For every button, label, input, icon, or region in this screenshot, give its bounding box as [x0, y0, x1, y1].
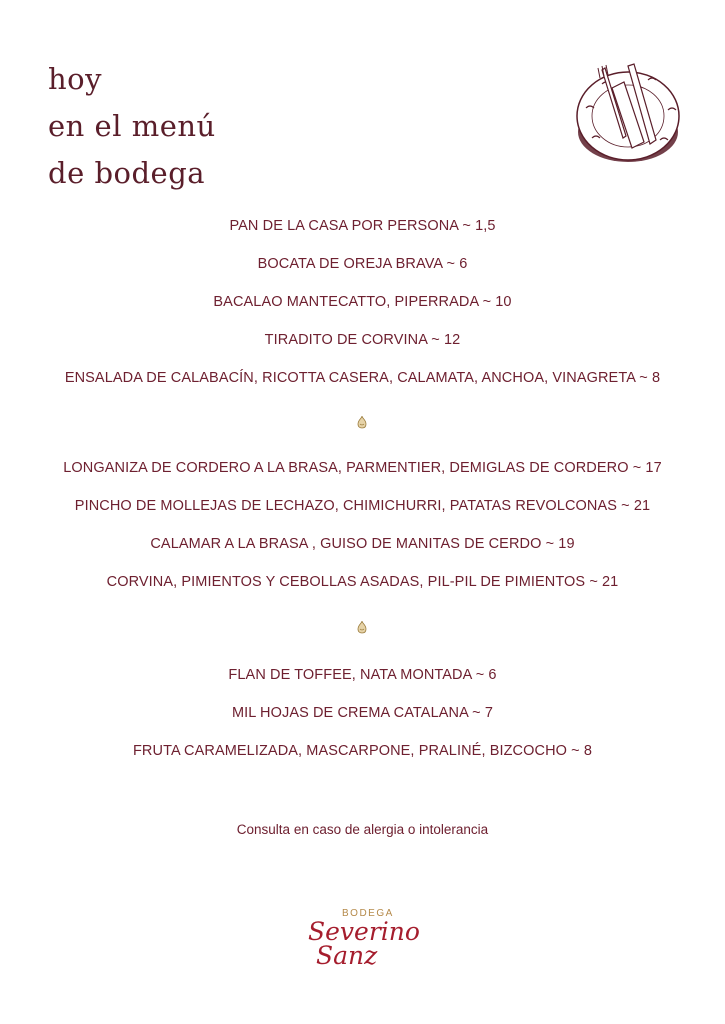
menu-item: LONGANIZA DE CORDERO A LA BRASA, PARMENTIER, DEMIGLAS DE CORDERO ~ 17	[63, 460, 662, 476]
plate-cutlery-icon	[572, 58, 684, 170]
menu-item: BOCATA DE OREJA BRAVA ~ 6	[257, 256, 468, 272]
onion-divider-icon	[356, 415, 368, 429]
onion-divider-icon	[356, 620, 368, 634]
allergy-note: Consulta en caso de alergia o intolerancia	[236, 822, 489, 837]
menu-item: FRUTA CARAMELIZADA, MASCARPONE, PRALINÉ, BIZCOCHO ~ 8	[132, 743, 593, 759]
mains-list	[0, 449, 725, 601]
starters-list	[0, 207, 725, 397]
logo-line-2: Sanz	[316, 941, 378, 970]
menu-item: PINCHO DE MOLLEJAS DE LECHAZO, CHIMICHURRI, PATATAS REVOLCONAS ~ 21	[74, 498, 651, 514]
menu-item: BACALAO MANTECATTO, PIPERRADA ~ 10	[213, 294, 512, 310]
title-line-1: hoy	[48, 62, 103, 96]
desserts-list	[0, 656, 725, 770]
menu-item: TIRADITO DE CORVINA ~ 12	[264, 332, 461, 348]
menu-item: CORVINA, PIMIENTOS Y CEBOLLAS ASADAS, PIL-PIL DE PIMIENTOS ~ 21	[106, 574, 619, 590]
page-title	[48, 56, 216, 197]
menu-item: MIL HOJAS DE CREMA CATALANA ~ 7	[231, 705, 494, 721]
menu-item: ENSALADA DE CALABACÍN, RICOTTA CASERA, CALAMATA, ANCHOA, VINAGRETA ~ 8	[64, 370, 661, 386]
bodega-logo	[300, 903, 425, 973]
title-line-2: en el menú	[48, 109, 216, 143]
logo-line-1: Severino	[308, 917, 420, 946]
logo-subtitle: BODEGA	[342, 908, 394, 919]
menu-item: FLAN DE TOFFEE, NATA MONTADA ~ 6	[228, 667, 497, 683]
menu-item: CALAMAR A LA BRASA , GUISO DE MANITAS DE CERDO ~ 19	[150, 536, 575, 552]
menu-item: PAN DE LA CASA POR PERSONA ~ 1,5	[229, 218, 496, 234]
title-line-3: de bodega	[48, 156, 206, 190]
